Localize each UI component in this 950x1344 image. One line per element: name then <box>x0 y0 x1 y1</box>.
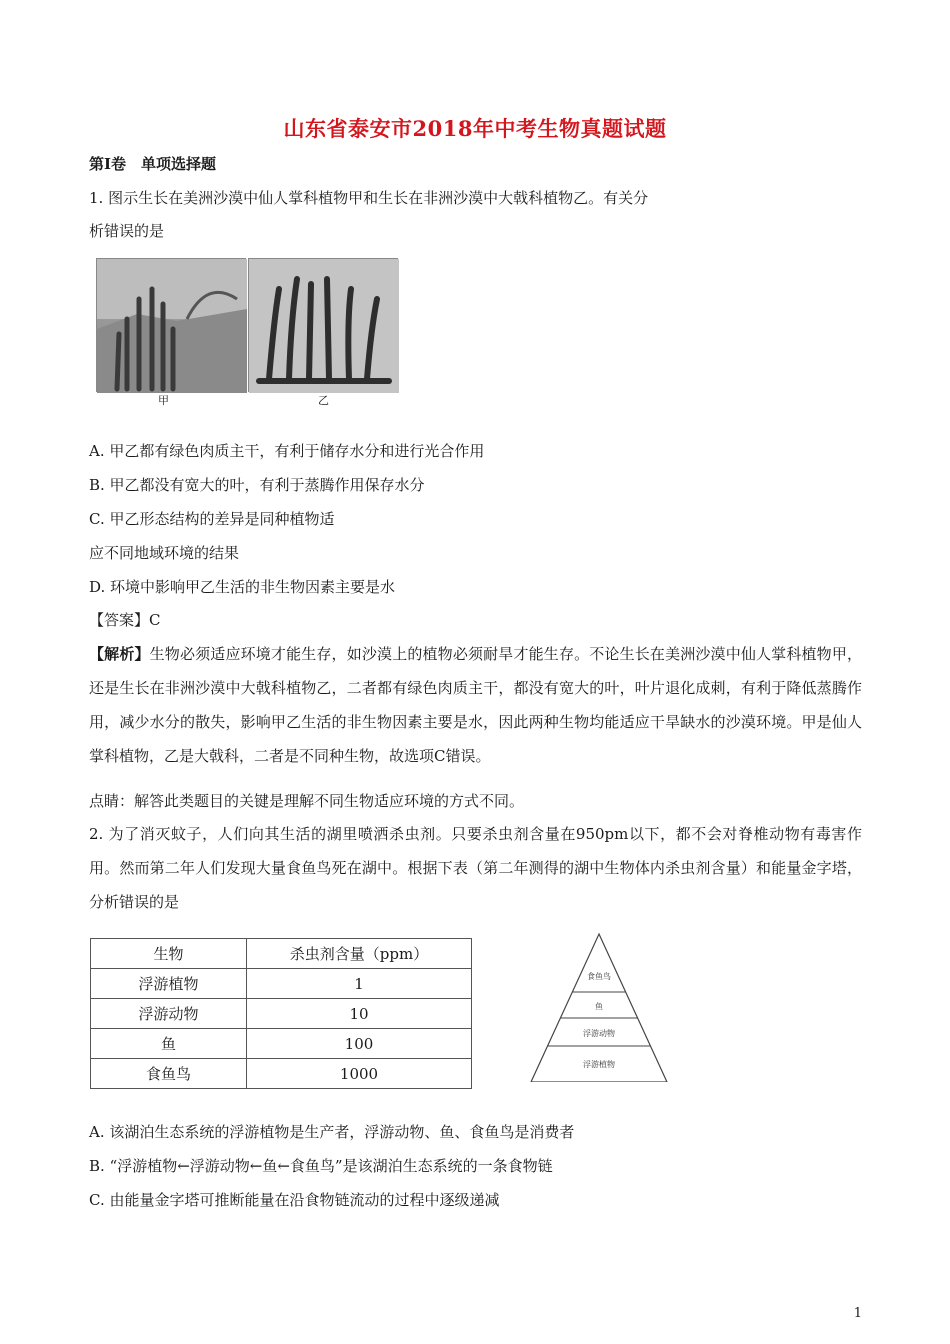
analysis-text: 生物必须适应环境才能生存，如沙漠上的植物必须耐旱才能生存。不论生长在美洲沙漠中仙人掌科植物甲，还是生长在非洲沙漠中大戟科植物乙，二者都有绿色肉质主干，都没有宽大的叶，叶片退化成刺，有利于降低蒸腾作用，减少水分的散失，影响甲乙生活的非生物因素主要是水，因此两种生物均能适应干旱缺水的沙漠环境。甲是仙人掌科植物，乙是大戟科，二者是不同种生物，故选项C错误。 <box>89 645 862 765</box>
pyramid-level-base: 浮游植物 <box>583 1060 615 1069</box>
table-cell-organism: 鱼 <box>91 1029 247 1059</box>
energy-pyramid <box>525 932 673 1082</box>
q2-option-a: A. 该湖泊生态系统的浮游植物是生产者，浮游动物、鱼、食鱼鸟是消费者 <box>89 1123 575 1141</box>
table-cell-organism: 浮游动物 <box>91 999 247 1029</box>
q1-tip: 点睛：解答此类题目的关键是理解不同生物适应环境的方式不同。 <box>89 792 525 810</box>
analysis-label: 【解析】 <box>89 645 150 663</box>
euphorbia-illustration <box>249 259 399 393</box>
table-row <box>91 999 472 1029</box>
cactus-illustration <box>97 259 247 393</box>
photo-label-jia: 甲 <box>158 394 169 407</box>
table-header-organism: 生物 <box>91 939 247 969</box>
photo-euphorbia <box>248 258 398 392</box>
section-heading: 第Ⅰ卷 单项选择题 <box>89 155 217 173</box>
q1-option-c: C. 甲乙形态结构的差异是同种植物适 <box>89 510 335 528</box>
table-cell-value: 1 <box>247 969 472 999</box>
q1-option-a: A. 甲乙都有绿色肉质主干，有利于储存水分和进行光合作用 <box>89 442 485 460</box>
table-header-content: 杀虫剂含量（ppm） <box>247 939 472 969</box>
q1-option-b: B. 甲乙都没有宽大的叶，有利于蒸腾作用保存水分 <box>89 476 425 494</box>
table-cell-organism: 食鱼鸟 <box>91 1059 247 1089</box>
q1-option-d: D. 环境中影响甲乙生活的非生物因素主要是水 <box>89 578 396 596</box>
q1-plant-photo <box>96 258 398 407</box>
table-cell-value: 10 <box>247 999 472 1029</box>
table-row <box>91 1029 472 1059</box>
pesticide-table <box>90 938 472 1089</box>
table-row <box>91 1059 472 1089</box>
pyramid-level-3: 浮游动物 <box>583 1029 615 1038</box>
page-number: 1 <box>853 1306 862 1321</box>
q1-analysis <box>89 637 862 773</box>
photo-cactus <box>96 258 246 392</box>
q2-stem: 2. 为了消灭蚊子，人们向其生活的湖里喷洒杀虫剂。只要杀虫剂含量在950pm以下，都不会对脊椎动物有毒害作用。然而第二年人们发现大量食鱼鸟死在湖中。根据下表（第二年测得的湖中生物体内杀虫剂含量）和能量金字塔，分析错误的是 <box>89 825 862 911</box>
q1-stem-line1: 1. 图示生长在美洲沙漠中仙人掌科植物甲和生长在非洲沙漠中大戟科植物乙。有关分 <box>89 189 649 207</box>
table-cell-value: 1000 <box>247 1059 472 1089</box>
pyramid-level-2: 鱼 <box>595 1002 603 1011</box>
q1-option-c-cont: 应不同地域环境的结果 <box>89 544 240 562</box>
q2-option-b: B. “浮游植物←浮游动物←鱼←食鱼鸟”是该湖泊生态系统的一条食物链 <box>89 1157 553 1175</box>
document-title: 山东省泰安市2018年中考生物真题试题 <box>283 116 667 141</box>
table-row <box>91 969 472 999</box>
pyramid-level-top: 食鱼鸟 <box>587 972 611 981</box>
q2-option-c: C. 由能量金字塔可推断能量在沿食物链流动的过程中逐级递减 <box>89 1191 500 1209</box>
q1-stem-line2: 析错误的是 <box>89 222 165 240</box>
photo-label-yi: 乙 <box>318 394 329 407</box>
table-cell-value: 100 <box>247 1029 472 1059</box>
table-header-row <box>91 939 472 969</box>
q1-answer: 【答案】C <box>89 611 161 629</box>
table-cell-organism: 浮游植物 <box>91 969 247 999</box>
